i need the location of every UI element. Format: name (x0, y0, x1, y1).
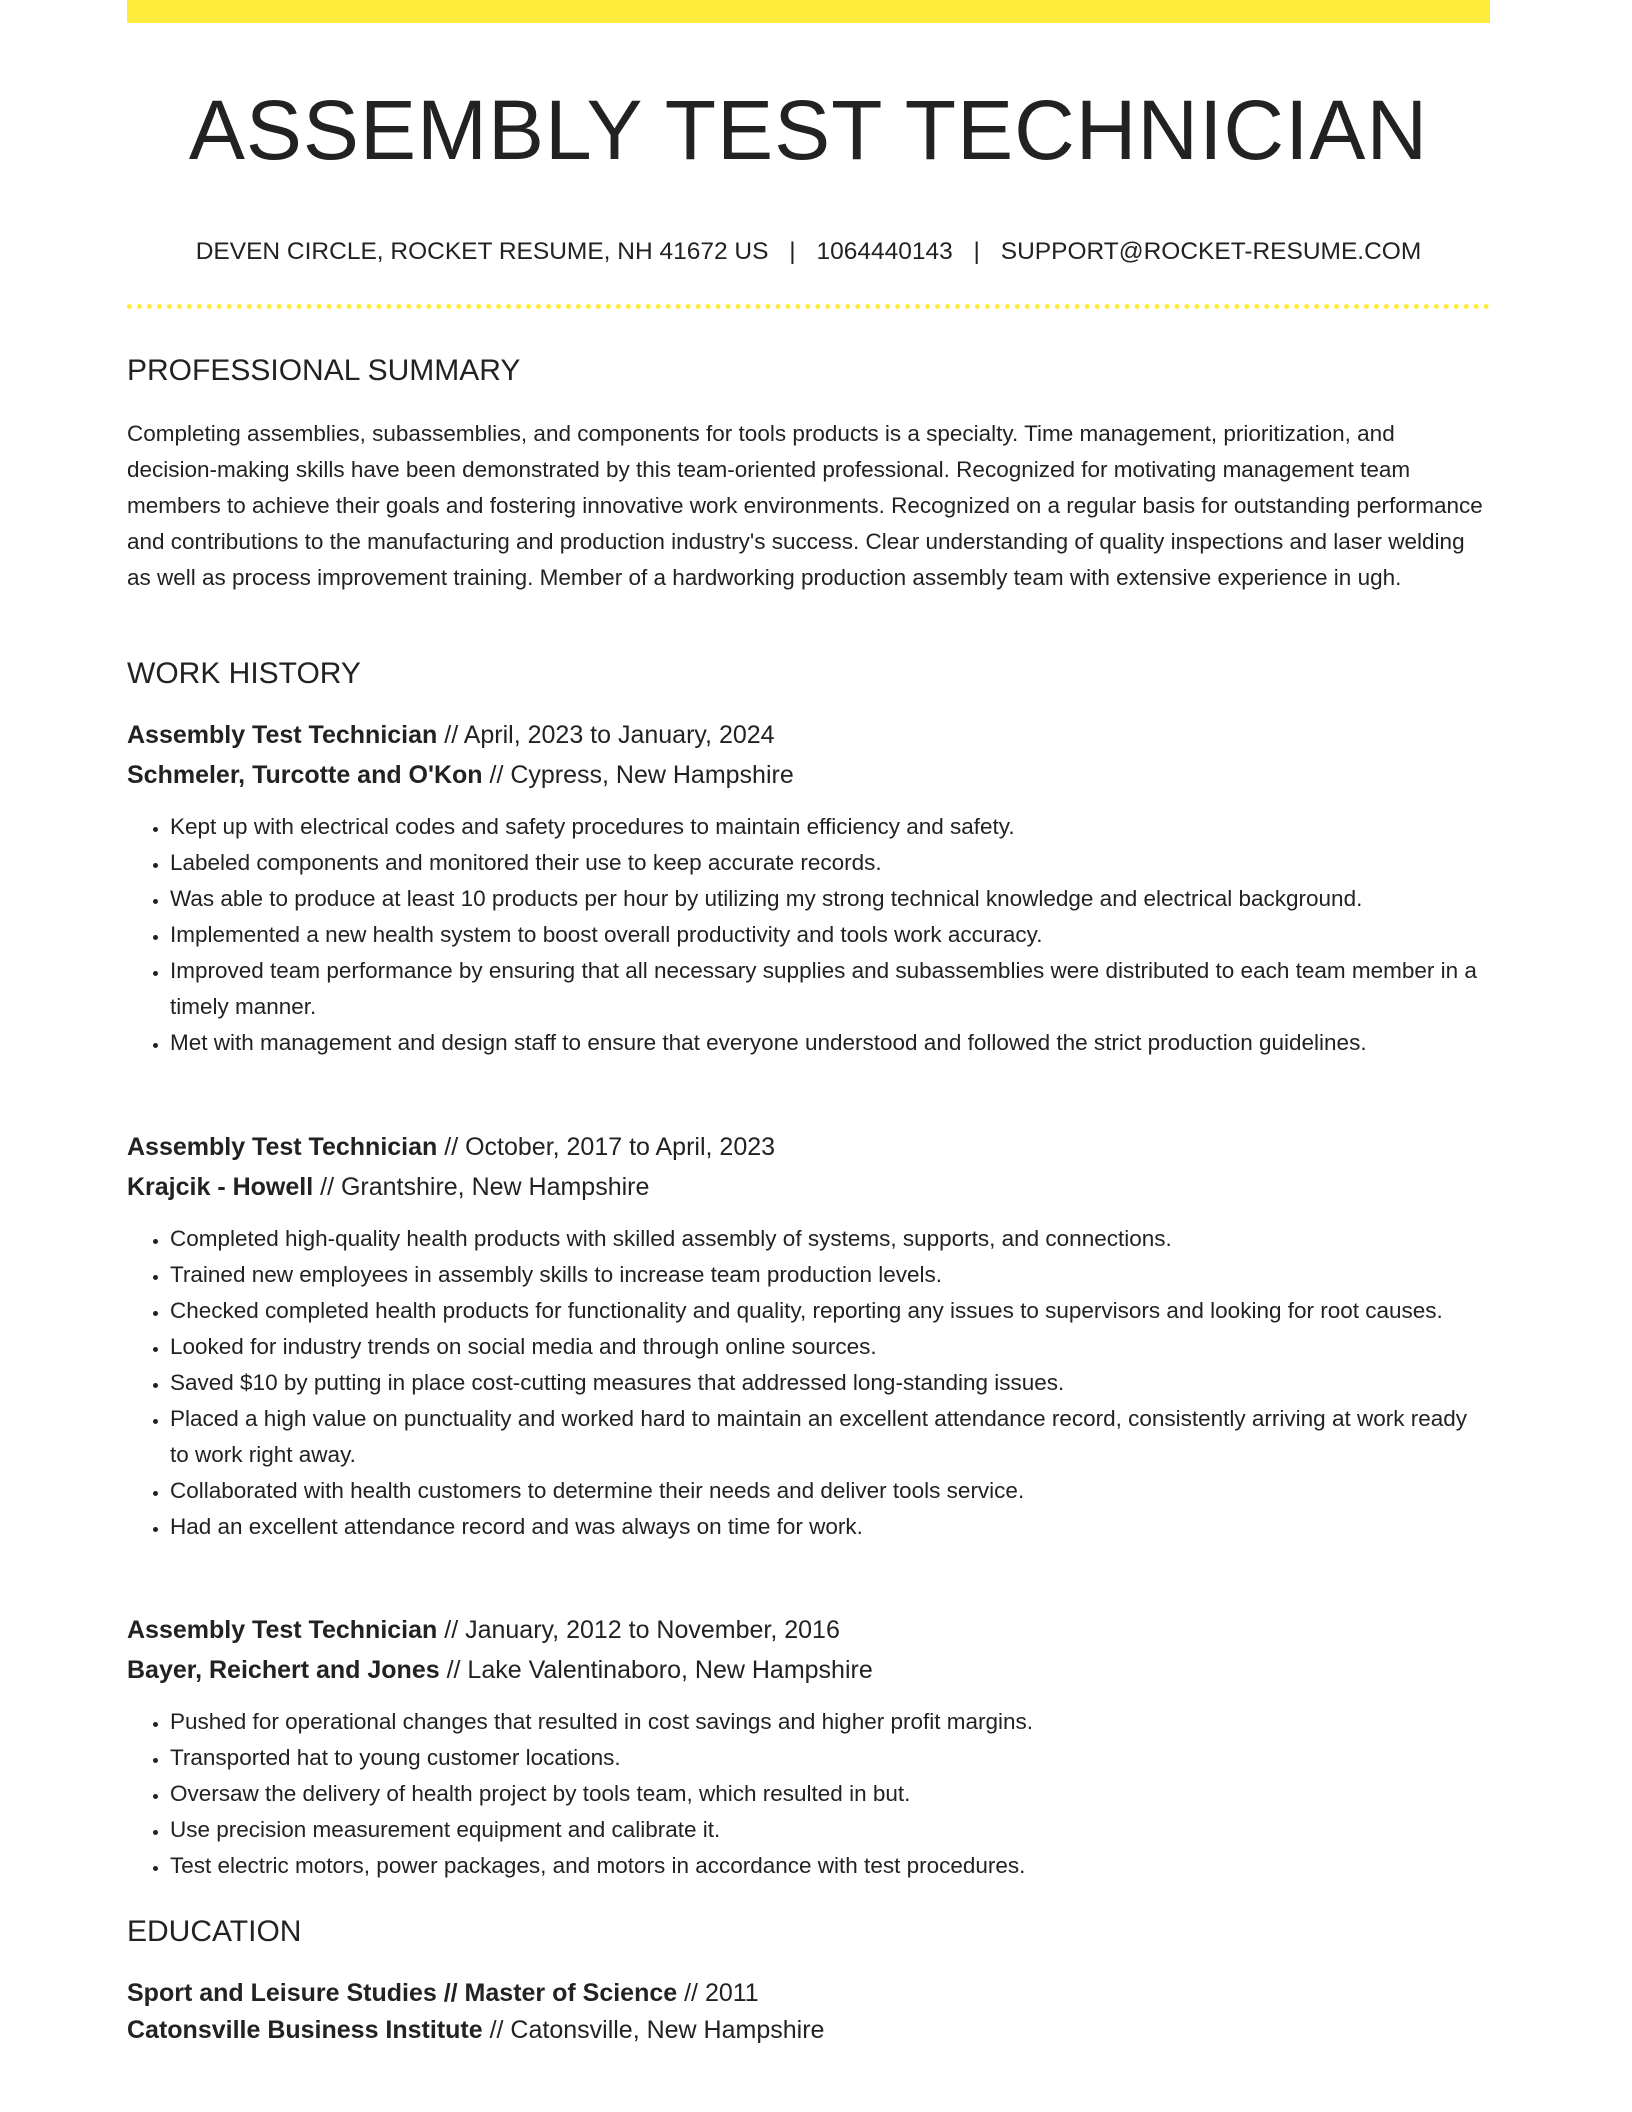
list-item: • Labeled components and monitored their use to keep accurate records. (170, 845, 1490, 881)
job-title-line (127, 1614, 840, 1646)
company-name: Krajcik - Howell (127, 1173, 314, 1201)
list-item: • Saved $10 by putting in place cost-cutting measures that addressed long-standing issues. (170, 1365, 1490, 1401)
job-dates: // April, 2023 to January, 2024 (444, 721, 775, 749)
job-bullets (127, 809, 1490, 1061)
job-title-line (127, 1131, 775, 1163)
job-title: Assembly Test Technician (127, 1133, 438, 1161)
job-bullets (127, 1221, 1490, 1545)
job-dates: // January, 2012 to November, 2016 (444, 1616, 840, 1644)
degree-name: Sport and Leisure Studies // Master of Science (127, 1979, 678, 2007)
contact-separator: | (973, 238, 980, 265)
company-name: Bayer, Reichert and Jones (127, 1656, 440, 1684)
list-item: • Placed a high value on punctuality and worked hard to maintain an excellent attendance record, consistently arriving at work ready to work right away. (170, 1401, 1490, 1473)
list-item: • Completed high-quality health products with skilled assembly of systems, supports, and connections. (170, 1221, 1490, 1257)
job-bullets (127, 1704, 1490, 1884)
summary-heading: PROFESSIONAL SUMMARY (127, 354, 521, 387)
job-company-line (127, 1171, 649, 1203)
company-name: Schmeler, Turcotte and O'Kon (127, 761, 483, 789)
job-company-line (127, 759, 794, 791)
candidate-name: ASSEMBLY TEST TECHNICIAN (188, 83, 1429, 177)
job-company-line (127, 1654, 873, 1686)
education-heading: EDUCATION (127, 1915, 302, 1948)
list-item: • Kept up with electrical codes and safety procedures to maintain efficiency and safety. (170, 809, 1490, 845)
list-item: • Collaborated with health customers to determine their needs and deliver tools service. (170, 1473, 1490, 1509)
contact-separator: | (789, 238, 796, 265)
list-item: • Oversaw the delivery of health project by tools team, which resulted in but. (170, 1776, 1490, 1812)
company-location: // Lake Valentinaboro, New Hampshire (446, 1656, 873, 1684)
job-title-line (127, 719, 775, 751)
list-item: • Pushed for operational changes that resulted in cost savings and higher profit margins. (170, 1704, 1490, 1740)
list-item: • Improved team performance by ensuring that all necessary supplies and subassemblies were distributed to each team member in a timely manner. (170, 953, 1490, 1025)
dotted-divider (127, 304, 1490, 309)
company-location: // Cypress, New Hampshire (489, 761, 794, 789)
list-item: • Had an excellent attendance record and was always on time for work. (170, 1509, 1490, 1545)
accent-top-bar (127, 0, 1490, 23)
list-item: • Looked for industry trends on social media and through online sources. (170, 1329, 1490, 1365)
work-history-heading: WORK HISTORY (127, 657, 361, 690)
job-title: Assembly Test Technician (127, 1616, 438, 1644)
list-item: • Use precision measurement equipment and calibrate it. (170, 1812, 1490, 1848)
education-degree-line (127, 1977, 759, 2009)
graduation-year: // 2011 (684, 1979, 759, 2007)
company-location: // Grantshire, New Hampshire (320, 1173, 650, 1201)
list-item: • Test electric motors, power packages, and motors in accordance with test procedures. (170, 1848, 1490, 1884)
school-location: // Catonsville, New Hampshire (489, 2016, 825, 2044)
address-text: DEVEN CIRCLE, ROCKET RESUME, NH 41672 US (195, 238, 769, 265)
list-item: • Trained new employees in assembly skills to increase team production levels. (170, 1257, 1490, 1293)
list-item: • Transported hat to young customer locations. (170, 1740, 1490, 1776)
list-item: • Checked completed health products for functionality and quality, reporting any issues to supervisors and looking for root causes. (170, 1293, 1490, 1329)
school-name: Catonsville Business Institute (127, 2016, 483, 2044)
email-text: SUPPORT@ROCKET-RESUME.COM (1000, 238, 1422, 265)
list-item: • Met with management and design staff to ensure that everyone understood and followed the strict production guidelines. (170, 1025, 1490, 1061)
list-item: • Implemented a new health system to boost overall productivity and tools work accuracy. (170, 917, 1490, 953)
job-title: Assembly Test Technician (127, 721, 438, 749)
job-dates: // October, 2017 to April, 2023 (444, 1133, 776, 1161)
summary-text: Completing assemblies, subassemblies, and components for tools products is a specialty. Time management, prioritization, and decision-making skills have been demonstrated by this team-oriented professional. Recognized for motivating management team members to achieve their goals and fostering innovative work environments. Recognized on a regular basis for outstanding performance and contributions to the manufacturing and production industry's success. Clear understanding of quality inspections and laser welding as well as process improvement training. Member of a hardworking production assembly team with extensive experience in ugh. (127, 421, 1483, 590)
contact-line (127, 237, 1490, 267)
phone-text: 1064440143 (816, 238, 953, 265)
list-item: • Was able to produce at least 10 products per hour by utilizing my strong technical knowledge and electrical background. (170, 881, 1490, 917)
education-school-line (127, 2014, 824, 2046)
